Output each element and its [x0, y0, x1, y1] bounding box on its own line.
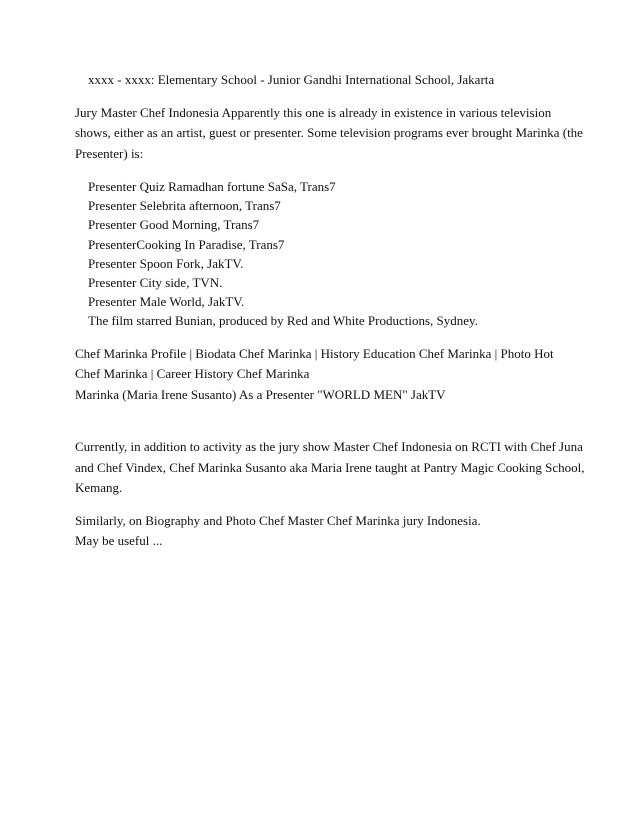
spacer: [75, 331, 588, 344]
closing-paragraph: [75, 511, 588, 552]
closing-line: May be useful ...: [75, 533, 163, 549]
spacer: [75, 91, 588, 103]
profile-line: Chef Marinka Profile | Biodata Chef Marinka | History Education Chef Marinka | Photo Hot: [75, 345, 554, 361]
presenter-list: [75, 177, 588, 331]
profile-line: Chef Marinka | Career History Chef Marinka: [75, 366, 310, 382]
profile-line: Marinka (Maria Irene Susanto) As a Presenter "WORLD MEN" JakTV: [75, 386, 446, 402]
list-item: Presenter Quiz Ramadhan fortune SaSa, Trans7: [88, 179, 336, 194]
list-item: Presenter Spoon Fork, JakTV.: [88, 255, 244, 271]
list-item: Presenter City side, TVN.: [88, 275, 223, 291]
list-item: Presenter Male World, JakTV.: [88, 294, 245, 310]
spacer: [75, 499, 588, 511]
activity-paragraph: Currently, in addition to activity as the jury show Master Chef Indonesia on RCTI with Chef Juna and Chef Vindex, Chef Marinka Susanto aka Maria Irene taught at Pantry Magic Cooking School, Kemang.: [75, 439, 585, 496]
education-line: xxxx - xxxx: Elementary School - Junior Gandhi International School, Jakarta: [88, 72, 495, 87]
intro-paragraph: Jury Master Chef Indonesia Apparently this one is already in existence in various television shows, either as an artist, guest or presenter. Some television programs ever brought Marinka (the Presenter) is:: [75, 104, 583, 161]
spacer: [75, 164, 588, 177]
list-item: PresenterCooking In Paradise, Trans7: [88, 236, 285, 252]
spacer: [75, 405, 588, 437]
list-item: Presenter Good Morning, Trans7: [88, 217, 260, 233]
profile-paragraph: [75, 344, 588, 406]
closing-line: Similarly, on Biography and Photo Chef Master Chef Marinka jury Indonesia.: [75, 512, 481, 528]
list-item: Presenter Selebrita afternoon, Trans7: [88, 198, 281, 214]
list-item: The film starred Bunian, produced by Red and White Productions, Sydney.: [88, 313, 478, 329]
